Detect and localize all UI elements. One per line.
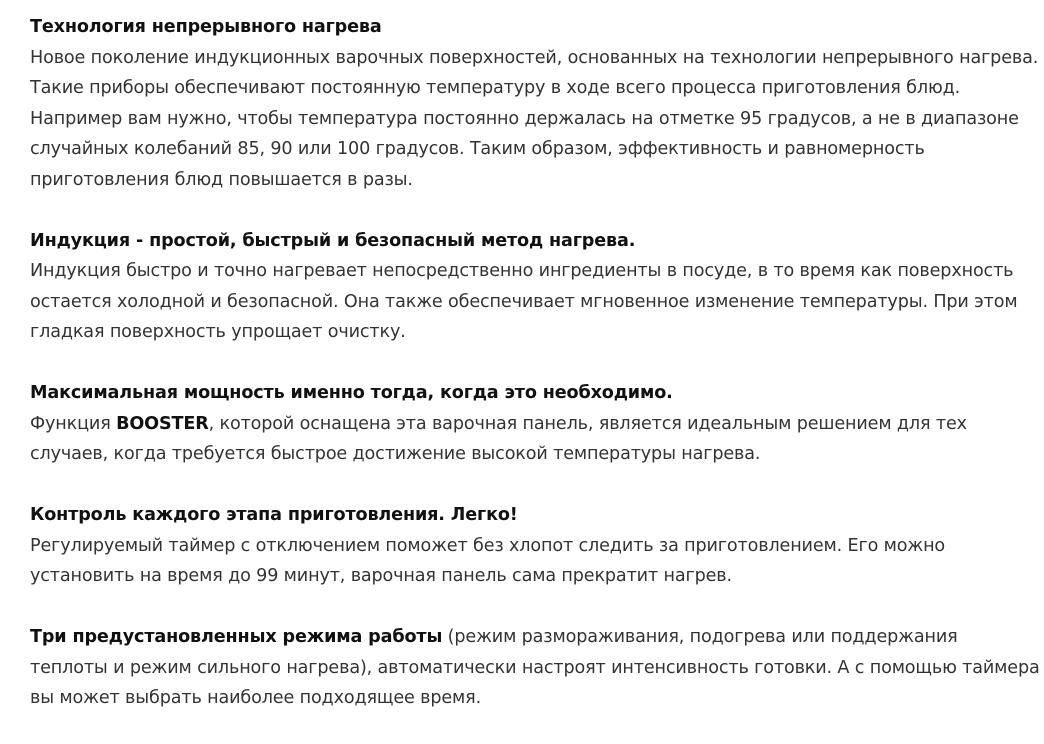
line-prefix: Функция (30, 413, 117, 434)
section-control (30, 500, 1040, 592)
line-suffix: , которой оснащена эта варочная панель, является идеальным решением для тех (208, 413, 967, 434)
section-heading-inline: Три предустановленных режима работы (30, 627, 443, 647)
section-line: Индукция быстро и точно нагревает непосредственно ингредиенты в посуде, в то время как поверхность (30, 261, 1014, 281)
section-line: установить на время до 99 минут, варочная панель сама прекратит нагрев. (30, 566, 732, 586)
line-rest: (режим размораживания, подогрева или поддержания (442, 627, 958, 647)
section-line (30, 409, 1040, 440)
section-continuous-heating (30, 12, 1040, 195)
section-heading: Технология непрерывного нагрева (30, 17, 382, 37)
booster-term: BOOSTER (116, 413, 209, 434)
section-line: Такие приборы обеспечивают постоянную температуру в ходе всего процесса приготовления блюд. (30, 78, 961, 98)
section-line: приготовления блюд повышается в разы. (30, 169, 413, 190)
section-line (30, 622, 1040, 653)
section-line: Регулируемый таймер с отключением поможет без хлопот следить за приготовлением. Его можно (30, 535, 946, 556)
section-line: Например вам нужно, чтобы температура постоянно держалась на отметке 95 градусов, а не в диапазоне (30, 108, 1019, 129)
section-line: гладкая поверхность упрощает очистку. (30, 322, 406, 342)
section-heading: Максимальная мощность именно тогда, когда это необходимо. (30, 383, 673, 403)
article-body (30, 12, 1040, 744)
section-line: случаев, когда требуется быстрое достижение высокой температуры нагрева. (30, 444, 761, 464)
section-line: теплоты и режим сильного нагрева), автоматически настроят интенсивность готовки. А с помощью таймера (30, 657, 1040, 678)
section-max-power (30, 378, 1040, 470)
section-presets (30, 622, 1040, 714)
section-line: вы может выбрать наиболее подходящее время. (30, 688, 482, 708)
section-heading: Индукция - простой, быстрый и безопасный метод нагрева. (30, 230, 636, 251)
section-line: остается холодной и безопасной. Она также обеспечивает мгновенное изменение температуры. При этом (30, 291, 1018, 312)
section-heading: Контроль каждого этапа приготовления. Легко! (30, 505, 518, 525)
section-line: Новое поколение индукционных варочных поверхностей, основанных на технологии непрерывного нагрева. (30, 47, 1039, 68)
section-line: случайных колебаний 85, 90 или 100 градусов. Таким образом, эффективность и равномерность (30, 139, 925, 159)
section-induction (30, 226, 1040, 348)
